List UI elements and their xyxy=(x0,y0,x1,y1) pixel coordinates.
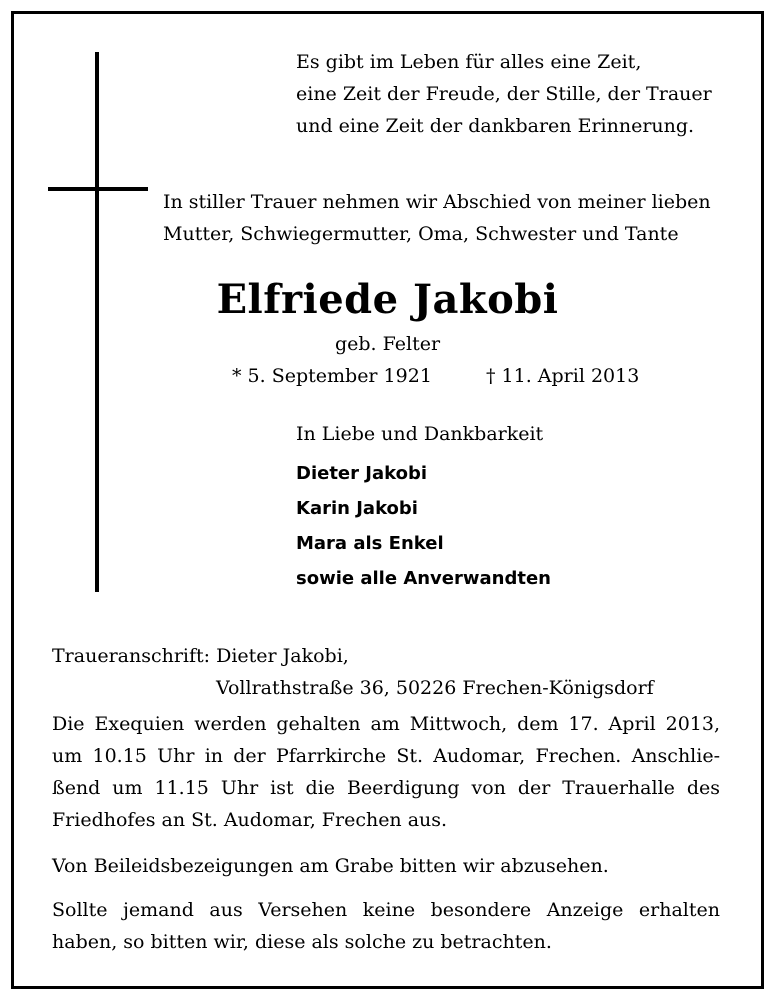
mourner-name: sowie alle Anverwandten xyxy=(296,568,551,589)
funeral-details xyxy=(52,708,720,836)
condolences-note: Von Beileidsbezeigungen am Grabe bitten wir abzusehen. xyxy=(52,855,609,877)
cross-icon-horizontal xyxy=(48,187,148,191)
death-date: † 11. April 2013 xyxy=(486,365,640,387)
mourner-name: Dieter Jakobi xyxy=(296,463,428,484)
mourners-heading: In Liebe und Dankbarkeit xyxy=(296,423,544,445)
notice-line-1: Sollte jemand aus Versehen keine besondere Anzeige erhalten xyxy=(52,899,720,921)
deceased-name: Elfriede Jakobi xyxy=(216,276,559,323)
intro-line-1: In stiller Trauer nehmen wir Abschied von meiner lieben xyxy=(163,191,711,213)
motto-line-1: Es gibt im Leben für alles eine Zeit, xyxy=(296,51,642,73)
intro-line-2: Mutter, Schwiegermutter, Oma, Schwester und Tante xyxy=(163,223,679,245)
funeral-line-1: Die Exequien werden gehalten am Mittwoch, dem 17. April 2013, xyxy=(52,713,720,735)
intro-text xyxy=(163,186,711,250)
notice-note xyxy=(52,894,720,958)
mourners-list xyxy=(296,456,551,596)
funeral-line-4: Friedhofes an St. Audomar, Frechen aus. xyxy=(52,809,448,831)
mourner-name: Karin Jakobi xyxy=(296,498,418,519)
address-line-2: Vollrathstraße 36, 50226 Frechen-Königsdorf xyxy=(216,677,654,699)
funeral-line-2: um 10.15 Uhr in der Pfarrkirche St. Audomar, Frechen. Anschlie- xyxy=(52,745,720,767)
notice-line-2: haben, so bitten wir, diese als solche zu betrachten. xyxy=(52,931,552,953)
motto-verse xyxy=(296,46,712,142)
maiden-name: geb. Felter xyxy=(334,333,441,355)
funeral-line-3: ßend um 11.15 Uhr ist die Beerdigung von der Trauerhalle des xyxy=(52,777,720,799)
mourner-name: Mara als Enkel xyxy=(296,533,444,554)
address-line-1: Traueranschrift: Dieter Jakobi, xyxy=(52,645,349,667)
birth-date: * 5. September 1921 xyxy=(232,365,432,387)
motto-line-3: und eine Zeit der dankbaren Erinnerung. xyxy=(296,115,695,137)
motto-line-2: eine Zeit der Freude, der Stille, der Trauer xyxy=(296,83,712,105)
